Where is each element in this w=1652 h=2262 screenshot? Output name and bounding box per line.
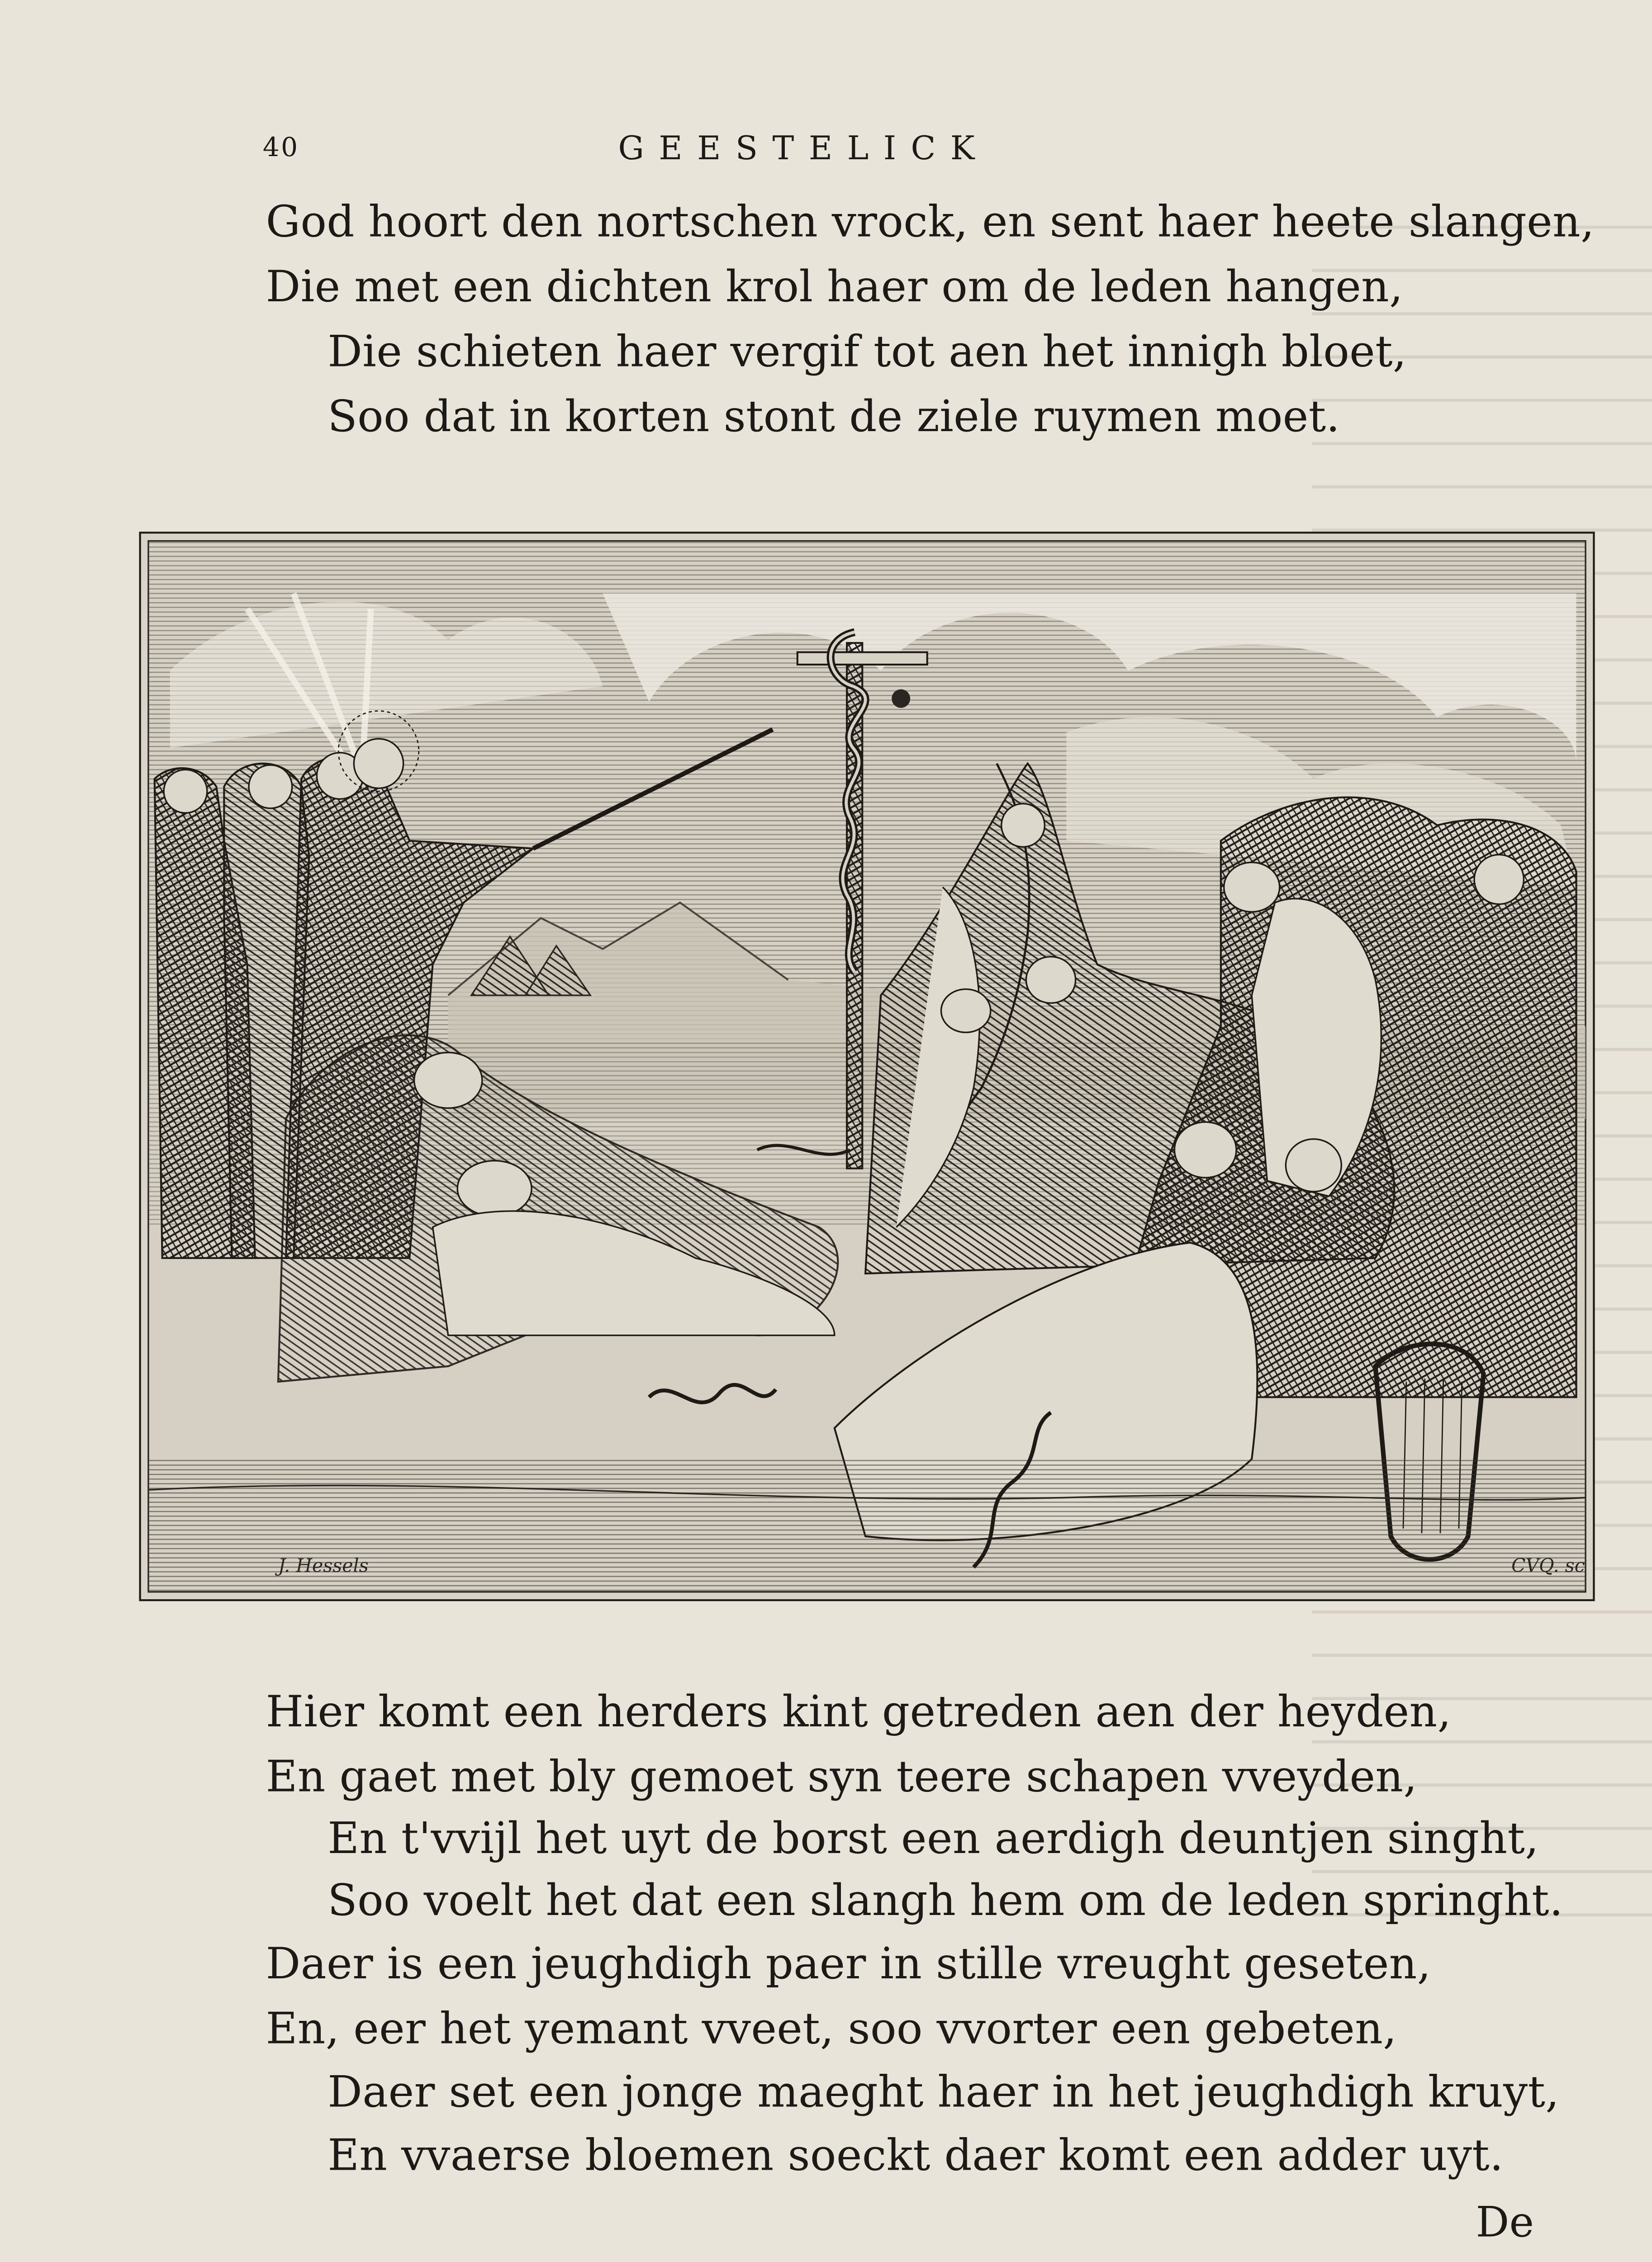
artist-signature: J. Hessels: [278, 1554, 369, 1577]
engraver-signature: CVQ. sc: [1511, 1554, 1585, 1577]
running-head: GEESTELICK: [618, 129, 989, 167]
brazen-serpent-engraving: [139, 532, 1595, 1601]
verse-line: Daer set een jonge maeght haer in het jeughdigh kruyt,: [328, 2066, 1560, 2118]
verse-line: Hier komt een herders kint getreden aen der heyden,: [266, 1686, 1452, 1737]
verse-line: Die schieten haer vergif tot aen het innigh bloet,: [328, 326, 1407, 377]
verse-line: En t'vvijl het uyt de borst een aerdigh deuntjen singht,: [328, 1813, 1539, 1864]
verse-line: God hoort den nortschen vrock, en sent haer heete slangen,: [266, 196, 1595, 247]
verse-line: En vvaerse bloemen soeckt daer komt een adder uyt.: [328, 2129, 1504, 2181]
catchword: De: [1476, 2199, 1534, 2248]
verse-line: En, eer het yemant vveet, soo vvorter een gebeten,: [266, 2003, 1397, 2054]
verse-line: Soo dat in korten stont de ziele ruymen moet.: [328, 391, 1340, 442]
verse-line: Daer is een jeughdigh paer in stille vreught geseten,: [266, 1938, 1431, 1989]
verse-line: En gaet met bly gemoet syn teere schapen vveyden,: [266, 1751, 1418, 1802]
verse-line: Soo voelt het dat een slangh hem om de leden springht.: [328, 1874, 1563, 1926]
verse-line: Die met een dichten krol haer om de leden hangen,: [266, 261, 1403, 313]
page-number: 40: [262, 133, 299, 164]
